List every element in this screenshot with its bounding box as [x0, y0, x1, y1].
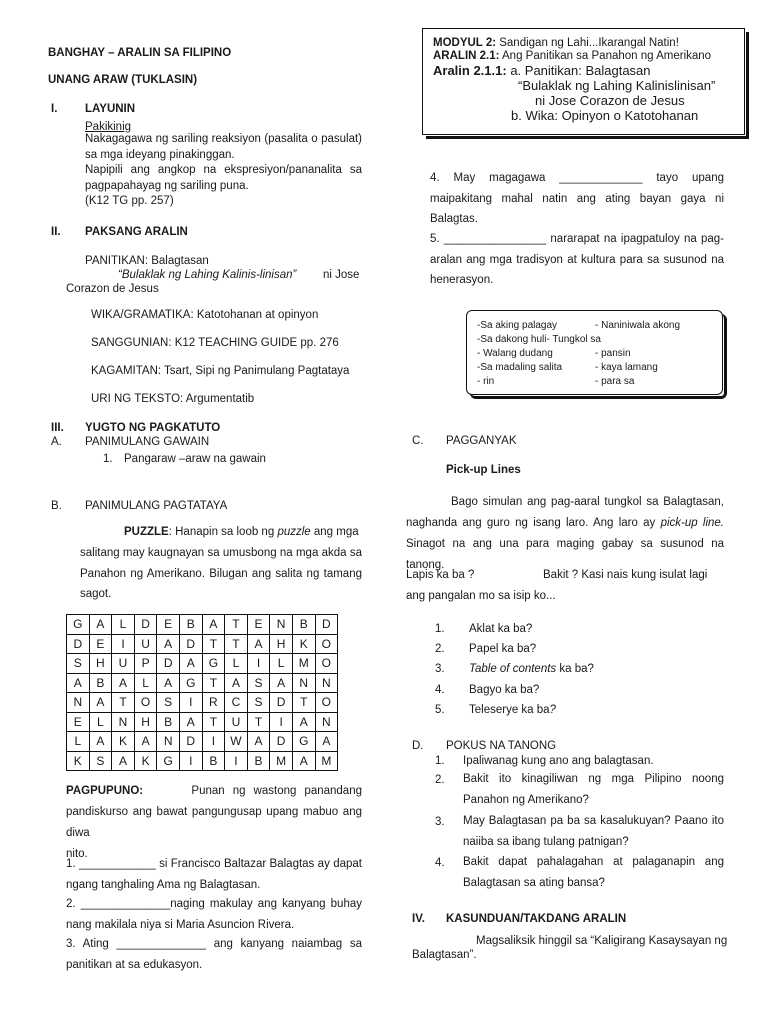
fill-item-text: 3. Ating ______________ ang kanyang naiambag sa	[66, 938, 362, 950]
assignment-line: Balagtasan”.	[412, 949, 477, 961]
pickup-lines-title: Pick-up Lines	[446, 464, 521, 476]
pickup-answer-cont: ang pangalan mo sa isip ko...	[406, 590, 556, 602]
puzzle-text: ang mga	[310, 526, 359, 538]
grid-cell: G	[202, 654, 225, 674]
grid-cell: N	[315, 712, 338, 732]
pickup-item-number: 2.	[435, 643, 445, 655]
grid-cell: A	[67, 673, 90, 693]
grid-cell: S	[89, 751, 112, 771]
grid-cell: S	[67, 654, 90, 674]
grid-cell: T	[247, 712, 270, 732]
grid-cell: A	[179, 654, 202, 674]
grid-cell: A	[247, 634, 270, 654]
puzzle-line: Panahon ng Amerikano. Bilugan ang salita ng tamang	[80, 567, 362, 580]
subsection-a-heading: PANIMULANG GAWAIN	[85, 436, 210, 448]
grid-cell: T	[202, 712, 225, 732]
grid-row	[67, 693, 338, 713]
focus-question-text: Bakit ito kinagiliwan ng mga Pilipino noong	[463, 773, 724, 785]
grid-cell: K	[112, 732, 135, 752]
focus-question-number: 2.	[435, 774, 445, 786]
grid-cell: K	[134, 751, 157, 771]
puzzle-instruction-cont	[80, 543, 362, 605]
grid-cell: U	[112, 654, 135, 674]
grid-cell: T	[112, 693, 135, 713]
module-wika: b. Wika: Opinyon o Katotohanan	[511, 108, 699, 123]
grid-cell: D	[134, 615, 157, 635]
grid-cell: P	[134, 654, 157, 674]
grid-cell: A	[157, 673, 180, 693]
marker-row	[477, 375, 722, 389]
focus-question-text: Balagtasan sa ating bansa?	[463, 877, 605, 889]
grid-cell: L	[89, 712, 112, 732]
grid-cell: W	[225, 732, 248, 752]
grid-cell: G	[67, 615, 90, 635]
paragraph-line: Bago simulan ang pag-aaral tungkol sa Balagtasan,	[451, 496, 724, 508]
pickup-item	[469, 703, 556, 717]
grid-cell: A	[157, 634, 180, 654]
grid-cell: R	[202, 693, 225, 713]
grid-cell: D	[67, 634, 90, 654]
grid-cell: A	[89, 615, 112, 635]
focus-question-number: 3.	[435, 816, 445, 828]
pickup-item: Bagyo ka ba?	[469, 684, 540, 696]
grid-cell: I	[225, 751, 248, 771]
marker-word: -Sa madaling salita	[477, 362, 563, 373]
grid-cell: S	[247, 693, 270, 713]
grid-cell: T	[225, 615, 248, 635]
pagpupuno-instruction	[66, 781, 362, 865]
grid-cell: A	[315, 732, 338, 752]
fill-item-text: 4. May magagawa _____________ tayo upang	[430, 172, 724, 184]
objective-line: pagpapahayag ng sariling puna.	[85, 179, 249, 192]
focus-question	[463, 811, 724, 853]
grid-cell: A	[134, 732, 157, 752]
poem-by: ni Jose	[323, 269, 360, 281]
puzzle-line: salitang may kaugnayan sa umusbong na mga akda sa	[80, 547, 362, 559]
section-4-number: IV.	[412, 913, 426, 925]
grid-cell: B	[292, 615, 315, 635]
puzzle-text: : Hanapin sa loob ng	[168, 526, 278, 538]
fill-item-text: 2. ______________naging makulay ang kanyang buhay	[66, 898, 362, 910]
sanggunian-line: SANGGUNIAN: K12 TEACHING GUIDE pp. 276	[91, 337, 339, 349]
grid-cell: A	[89, 693, 112, 713]
grid-cell: E	[157, 615, 180, 635]
aralin-line	[433, 50, 738, 63]
puzzle-word: puzzle	[277, 526, 311, 538]
grid-cell: I	[247, 654, 270, 674]
focus-question	[463, 769, 724, 811]
section-2-number: II.	[51, 226, 61, 238]
focus-question-number: 4.	[435, 857, 445, 869]
grid-cell: N	[292, 673, 315, 693]
grid-cell: I	[179, 751, 202, 771]
grid-row	[67, 654, 338, 674]
pagpupuno-text: pandiskurso ang bawat pangungusap upang mabuo ang diwa	[66, 806, 362, 839]
marker-row	[477, 347, 722, 361]
grid-cell: D	[179, 732, 202, 752]
subsection-b-letter: B.	[51, 500, 62, 512]
focus-question-number: 1.	[435, 755, 445, 767]
marker-word: - pansin	[595, 348, 631, 359]
section-4-heading: KASUNDUAN/TAKDANG ARALIN	[446, 913, 627, 925]
section-1-objectives	[85, 132, 362, 210]
poem-title: “Bulaklak ng Lahing Kalinis-linisan”	[118, 269, 297, 281]
grid-cell: A	[179, 712, 202, 732]
pickup-item-number: 5.	[435, 704, 445, 716]
grid-cell: M	[315, 751, 338, 771]
grid-cell: H	[89, 654, 112, 674]
grid-row	[67, 712, 338, 732]
grid-cell: O	[315, 693, 338, 713]
grid-row	[67, 673, 338, 693]
puzzle-line: sagot.	[80, 588, 112, 600]
discourse-markers-box	[466, 310, 723, 395]
grid-cell: H	[134, 712, 157, 732]
subsection-b-heading: PANIMULANG PAGTATAYA	[85, 500, 228, 512]
pickup-question: Lapis ka ba ?	[406, 569, 475, 581]
pagpupuno-text: Punan ng wastong panandang	[191, 785, 362, 797]
section-3-heading: YUGTO NG PAGKATUTO	[85, 422, 221, 434]
word-search-grid	[66, 614, 338, 771]
pagganyak-paragraph	[406, 492, 724, 576]
subsection-d-letter: D.	[412, 740, 424, 752]
paragraph-line	[406, 513, 724, 534]
objective-line: Napipili ang angkop na ekspresiyon/pananalita sa	[85, 164, 362, 176]
grid-cell: D	[315, 615, 338, 635]
grid-cell: O	[315, 654, 338, 674]
grid-cell: L	[112, 615, 135, 635]
module-label: MODYUL 2:	[433, 37, 497, 49]
pickup-item: Papel ka ba?	[469, 643, 537, 655]
pagpupuno-label: PAGPUPUNO:	[66, 785, 144, 797]
grid-row	[67, 751, 338, 771]
grid-cell: U	[134, 634, 157, 654]
subsection-d-heading: POKUS NA TANONG	[446, 740, 557, 752]
grid-cell: N	[67, 693, 90, 713]
fill-item-text: Balagtas.	[430, 213, 478, 225]
grid-cell: H	[270, 634, 293, 654]
grid-cell: C	[225, 693, 248, 713]
fill-item-text: 1. ____________ si Francisco Baltazar Balagtas ay dapat	[66, 858, 362, 870]
grid-cell: D	[157, 654, 180, 674]
grid-cell: A	[270, 673, 293, 693]
grid-cell: I	[179, 693, 202, 713]
module-line	[433, 37, 738, 50]
section-1-sub: Pakikinig	[85, 121, 132, 133]
marker-word: - Naniniwala akong	[595, 320, 681, 331]
grid-cell: N	[112, 712, 135, 732]
aralin-label: ARALIN 2.1:	[433, 50, 500, 62]
focus-question	[463, 852, 724, 894]
grid-cell: E	[67, 712, 90, 732]
grid-cell: B	[89, 673, 112, 693]
grid-cell: S	[157, 693, 180, 713]
marker-word: -Sa aking palagay	[477, 320, 558, 331]
objective-line: (K12 TG pp. 257)	[85, 195, 174, 207]
grid-cell: I	[202, 732, 225, 752]
grid-cell: N	[270, 615, 293, 635]
section-1-number: I.	[51, 103, 58, 115]
paragraph-italic: pick-up line.	[660, 517, 724, 529]
grid-cell: A	[225, 673, 248, 693]
grid-cell: B	[247, 751, 270, 771]
grid-cell: T	[202, 673, 225, 693]
kagamitan-line: KAGAMITAN: Tsart, Sipi ng Panimulang Pagtataya	[91, 365, 350, 377]
focus-question-text: May Balagtasan pa ba sa kasalukuyan? Paano ito	[463, 815, 724, 827]
marker-row	[477, 361, 722, 375]
grid-cell: T	[202, 634, 225, 654]
grid-cell: E	[89, 634, 112, 654]
objective-line: Nakagagawa ng sariling reaksiyon (pasalita o pasulat)	[85, 133, 362, 145]
subsection-a-item-number: 1.	[103, 453, 113, 465]
marker-word: - kaya lamang	[595, 362, 658, 373]
grid-cell: T	[292, 693, 315, 713]
assignment-line: Magsaliksik hinggil sa “Kaligirang Kasaysayan ng	[476, 935, 728, 947]
fill-item-3	[66, 934, 362, 975]
marker-row	[477, 319, 722, 333]
fill-item-text: aralan ang mga tradisyon at kultura para sa susunod na	[430, 253, 724, 266]
section-2-heading: PAKSANG ARALIN	[85, 226, 188, 238]
grid-cell: G	[292, 732, 315, 752]
grid-cell: I	[112, 634, 135, 654]
marker-word: - rin	[477, 376, 495, 387]
grid-cell: B	[202, 751, 225, 771]
grid-row	[67, 634, 338, 654]
module-poem: “Bulaklak ng Lahing Kalinislinisan”	[518, 78, 716, 93]
grid-cell: M	[270, 751, 293, 771]
grid-cell: L	[225, 654, 248, 674]
paragraph-text: naghanda ang guro ng isang laro. Ang laro ay	[406, 517, 661, 529]
grid-cell: L	[270, 654, 293, 674]
grid-cell: O	[134, 693, 157, 713]
aralin-text: Ang Panitikan sa Panahon ng Amerikano	[499, 50, 712, 62]
pickup-item-italic: Table of contents	[469, 663, 557, 675]
grid-cell: M	[292, 654, 315, 674]
wika-line: WIKA/GRAMATIKA: Katotohanan at opinyon	[91, 309, 319, 321]
grid-cell: D	[179, 634, 202, 654]
fill-item-text: 5. ________________ nararapat na ipagpatuloy na pag-	[430, 233, 724, 245]
grid-cell: B	[157, 712, 180, 732]
focus-question: Ipaliwanag kung ano ang balagtasan.	[463, 755, 654, 767]
grid-cell: A	[89, 732, 112, 752]
grid-cell: A	[112, 673, 135, 693]
grid-cell: A	[112, 751, 135, 771]
grid-cell: A	[247, 732, 270, 752]
grid-cell: L	[67, 732, 90, 752]
fill-item-text: henerasyon.	[430, 274, 494, 286]
marker-word: - para sa	[595, 376, 635, 387]
aralin-sub-text: a. Panitikan: Balagtasan	[506, 63, 651, 78]
aralin-sub-line	[433, 63, 738, 78]
grid-cell: K	[67, 751, 90, 771]
grid-cell: I	[270, 712, 293, 732]
focus-question-text: naiiba sa ibang tulang patnigan?	[463, 836, 629, 848]
grid-cell: B	[179, 615, 202, 635]
paragraph-line: Sinagot na ang una para maging gabay sa susunod na tanong.	[406, 538, 724, 571]
module-box	[422, 28, 745, 135]
grid-row	[67, 615, 338, 635]
marker-row	[477, 333, 722, 347]
focus-question-text: Bakit dapat pahalagahan at palaganapin ang	[463, 856, 724, 868]
panitikan-line: PANITIKAN: Balagtasan	[85, 255, 209, 267]
section-3-number: III.	[51, 422, 64, 434]
grid-cell: D	[270, 693, 293, 713]
objective-line: sa mga ideyang pinakinggan.	[85, 148, 235, 161]
aralin-sub-label: Aralin 2.1.1:	[433, 63, 507, 78]
grid-cell: A	[292, 751, 315, 771]
grid-cell: T	[225, 634, 248, 654]
fill-item-text: ngang tanghaling Ama ng Balagtasan.	[66, 878, 261, 891]
pickup-item-text: Teleserye ka ba	[469, 704, 550, 716]
grid-cell: D	[270, 732, 293, 752]
grid-cell: L	[134, 673, 157, 693]
puzzle-instruction	[124, 525, 359, 539]
pickup-item: Aklat ka ba?	[469, 623, 533, 635]
marker-word: - Walang dudang	[477, 348, 553, 359]
marker-word: -Sa dakong huli- Tungkol sa	[477, 334, 601, 345]
grid-cell: K	[292, 634, 315, 654]
poem-author: Corazon de Jesus	[66, 283, 159, 295]
fill-item-4	[430, 168, 724, 230]
fill-item-text: nang makilala niya si Maria Asuncion Rivera.	[66, 918, 295, 931]
pickup-item-number: 4.	[435, 684, 445, 696]
subsection-c-heading: PAGGANYAK	[446, 435, 517, 447]
section-1-heading: LAYUNIN	[85, 103, 136, 115]
grid-cell: E	[247, 615, 270, 635]
subsection-c-letter: C.	[412, 435, 424, 447]
pickup-item-number: 1.	[435, 623, 445, 635]
module-author: ni Jose Corazon de Jesus	[535, 93, 685, 108]
module-text: Sandigan ng Lahi...Ikarangal Natin!	[496, 37, 679, 49]
fill-item-2	[66, 894, 362, 935]
document-title: BANGHAY – ARALIN SA FILIPINO	[48, 47, 232, 59]
pickup-item	[469, 662, 594, 676]
pickup-answer: Bakit ? Kasi nais kung isulat lagi	[543, 569, 708, 581]
fill-item-5	[430, 229, 724, 291]
subsection-a-item: Pangaraw –araw na gawain	[124, 453, 266, 465]
fill-item-1	[66, 854, 362, 895]
grid-row	[67, 732, 338, 752]
grid-cell: N	[157, 732, 180, 752]
grid-cell: N	[315, 673, 338, 693]
subsection-a-letter: A.	[51, 436, 62, 448]
pickup-item-number: 3.	[435, 663, 445, 675]
grid-cell: O	[315, 634, 338, 654]
grid-cell: G	[179, 673, 202, 693]
grid-cell: A	[292, 712, 315, 732]
pagpupuno-text: nito.	[66, 848, 88, 860]
fill-item-text: panitikan at sa edukasyon.	[66, 958, 203, 971]
day-heading: UNANG ARAW (TUKLASIN)	[48, 74, 198, 86]
uri-line: URI NG TEKSTO: Argumentatib	[91, 393, 255, 405]
puzzle-label: PUZZLE	[124, 526, 169, 538]
grid-cell: G	[157, 751, 180, 771]
focus-question-text: Panahon ng Amerikano?	[463, 794, 589, 806]
pickup-item-suffix: ka ba?	[556, 663, 594, 675]
grid-cell: S	[247, 673, 270, 693]
grid-cell: U	[225, 712, 248, 732]
pickup-item-suffix: ?	[549, 704, 556, 716]
fill-item-text: maipakitang mahal natin ang ating bayan gaya ni	[430, 192, 724, 205]
grid-cell: A	[202, 615, 225, 635]
